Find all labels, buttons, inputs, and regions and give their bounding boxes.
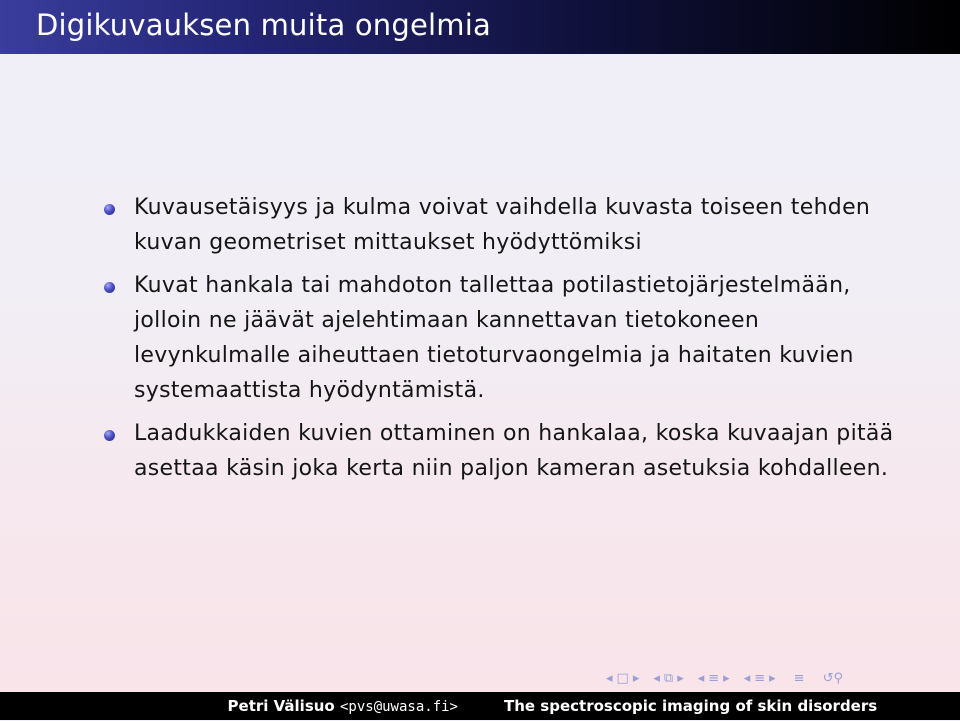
- footer-author: [0, 692, 480, 720]
- list-item: [104, 190, 904, 260]
- footer-talk-title: The spectroscopic imaging of skin disorders: [504, 697, 878, 715]
- nav-prev-frame-icon[interactable]: ◂: [606, 670, 613, 686]
- bullet-list: [104, 190, 904, 494]
- nav-next-subsection-icon[interactable]: ▸: [677, 670, 684, 686]
- bullet-text: Laadukkaiden kuvien ottaminen on hankalaa, koska kuvaajan pitää asettaa käsin joka kerta niin paljon kameran asetuksia kohdalleen.: [134, 421, 894, 481]
- bullet-icon: [104, 282, 115, 293]
- nav-prev-section-icon[interactable]: ◂: [697, 670, 705, 686]
- nav-prev-slide-icon[interactable]: ◂: [743, 670, 751, 686]
- nav-search-icon[interactable]: ↺⚲: [822, 670, 843, 686]
- beamer-navigation: [606, 664, 951, 692]
- author-email: <pvs@uwasa.fi>: [339, 699, 458, 715]
- author-name: Petri Välisuo: [227, 697, 335, 715]
- nav-frame-icon[interactable]: □: [616, 670, 629, 686]
- bullet-icon: [104, 204, 115, 215]
- nav-next-slide-icon[interactable]: ▸: [769, 670, 776, 686]
- slide-title: Digikuvauksen muita ongelmia: [36, 8, 491, 42]
- list-item: [104, 416, 904, 486]
- bullet-text: Kuvat hankala tai mahdoton tallettaa potilastietojärjestelmään, jolloin ne jäävät ajelehtimaan kannettavan tietokoneen levynkulmalle aiheuttaen tietoturvaongelmia ja haitaten kuvien systemaattista hyödyntämistä.: [134, 273, 854, 403]
- nav-subsection-icon[interactable]: ⧉: [663, 670, 674, 686]
- title-bar: [0, 0, 960, 54]
- nav-slide-icon[interactable]: ≡: [754, 670, 766, 686]
- nav-align-icon[interactable]: ≡: [793, 670, 805, 686]
- bullet-text: Kuvausetäisyys ja kulma voivat vaihdella kuvasta toiseen tehden kuvan geometriset mittaukset hyödyttömiksi: [134, 195, 871, 255]
- footer-bar: [0, 692, 960, 720]
- nav-prev-subsection-icon[interactable]: ◂: [653, 670, 660, 686]
- list-item: [104, 268, 904, 408]
- nav-next-frame-icon[interactable]: ▸: [632, 670, 640, 686]
- bullet-icon: [104, 430, 115, 441]
- nav-section-icon[interactable]: ≡: [708, 670, 720, 686]
- nav-next-section-icon[interactable]: ▸: [723, 670, 730, 686]
